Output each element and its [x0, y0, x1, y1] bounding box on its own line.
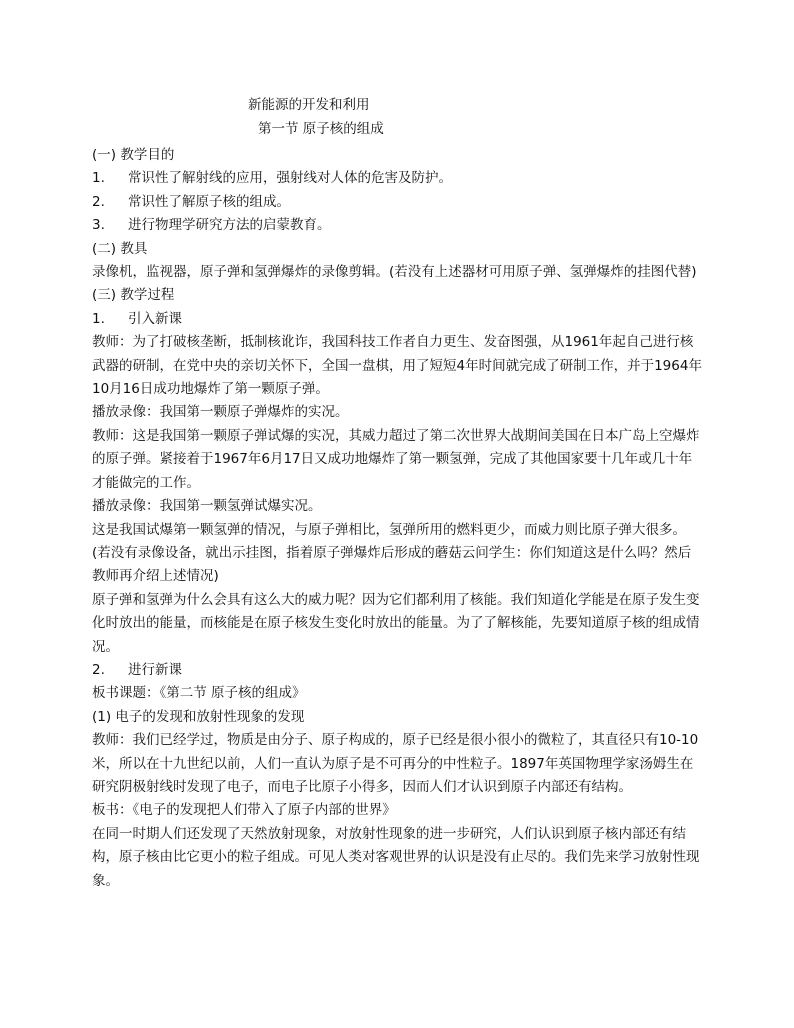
paragraph: 教师：为了打破核垄断，抵制核讹诈，我国科技工作者自力更生、发奋图强，从1961年起自己进行核武器的研制，在党中央的亲切关怀下，全国一盘棋，用了短短4年时间就完成了研制工作，并于1964年10月16日成功地爆炸了第一颗原子弹。: [92, 334, 702, 398]
item-text: 常识性了解射线的应用，强射线对人体的危害及防护。: [128, 170, 452, 187]
step-text: 进行新课: [128, 661, 182, 678]
document-body: [92, 144, 704, 893]
item-number: 3.: [92, 217, 105, 234]
heading-teaching-aids: (二) 教具: [92, 240, 148, 257]
item-number: 1.: [92, 170, 105, 187]
step-text: 引入新课: [128, 310, 182, 327]
paragraph: 教师：这是我国第一颗原子弹试爆的实况，其威力超过了第二次世界大战期间美国在日本广岛上空爆炸的原子弹。紧接着于1967年6月17日又成功地爆炸了第一颗氢弹，完成了其他国家要十几年或几十年才能做完的工作。: [92, 427, 700, 491]
board-writing: 板书课题：《第二节 原子核的组成》: [92, 685, 306, 702]
step-number: 2.: [92, 661, 105, 678]
paragraph: 在同一时期人们还发现了天然放射现象，对放射性现象的进一步研究，人们认识到原子核内部还有结构，原子核由比它更小的粒子组成。可见人类对客观世界的认识是没有止尽的。我们先来学习放射性现象。: [92, 825, 700, 889]
paragraph: 播放录像：我国第一颗氢弹试爆实况。: [92, 498, 322, 515]
paragraph: 这是我国试爆第一颗氢弹的情况，与原子弹相比，氢弹所用的燃料更少，而威力则比原子弹大很多。: [92, 521, 686, 538]
item-text: 常识性了解原子核的组成。: [128, 193, 290, 210]
step-item: [92, 659, 704, 682]
section-subtitle: 第一节 原子核的组成: [258, 121, 384, 137]
step-number: 1.: [92, 310, 105, 327]
item-number: 2.: [92, 193, 105, 210]
paragraph: 教师：我们已经学过，物质是由分子、原子构成的，原子已经是很小很小的微粒了，其直径只有10-10米，所以在十九世纪以前，人们一直认为原子是不可再分的中性粒子。1897年英国物理学家汤姆生在研究阴极射线时发现了电子，而电子比原子小得多，因而人们才认识到原子内部还有结构。: [92, 732, 699, 795]
paragraph: 原子弹和氢弹为什么会具有这么大的威力呢？因为它们都利用了核能。我们知道化学能是在原子发生变化时放出的能量，而核能是在原子核发生变化时放出的能量。为了了解核能，先要知道原子核的组成情况。: [92, 591, 700, 655]
paragraph: 播放录像：我国第一颗原子弹爆炸的实况。: [92, 404, 349, 421]
document-title: 新能源的开发和利用: [248, 97, 370, 113]
item-text: 进行物理学研究方法的启蒙教育。: [128, 217, 331, 234]
purpose-item: [92, 214, 704, 237]
paragraph: (若没有录像设备，就出示挂图，指着原子弹爆炸后形成的蘑菇云问学生：你们知道这是什么吗？然后教师再介绍上述情况): [92, 544, 692, 585]
purpose-item: [92, 167, 704, 190]
heading-teaching-process: (三) 教学过程: [92, 287, 175, 304]
heading-teaching-purpose: (一) 教学目的: [92, 147, 175, 163]
purpose-item: [92, 191, 704, 214]
paragraph-aids: 录像机，监视器，原子弹和氢弹爆炸的录像剪辑。(若没有上述器材可用原子弹、氢弹爆炸的挂图代替): [92, 264, 697, 281]
subsection-heading: (1) 电子的发现和放射性现象的发现: [92, 708, 305, 725]
board-writing: 板书：《电子的发现把人们带入了原子内部的世界》: [92, 802, 396, 819]
step-item: [92, 308, 704, 331]
